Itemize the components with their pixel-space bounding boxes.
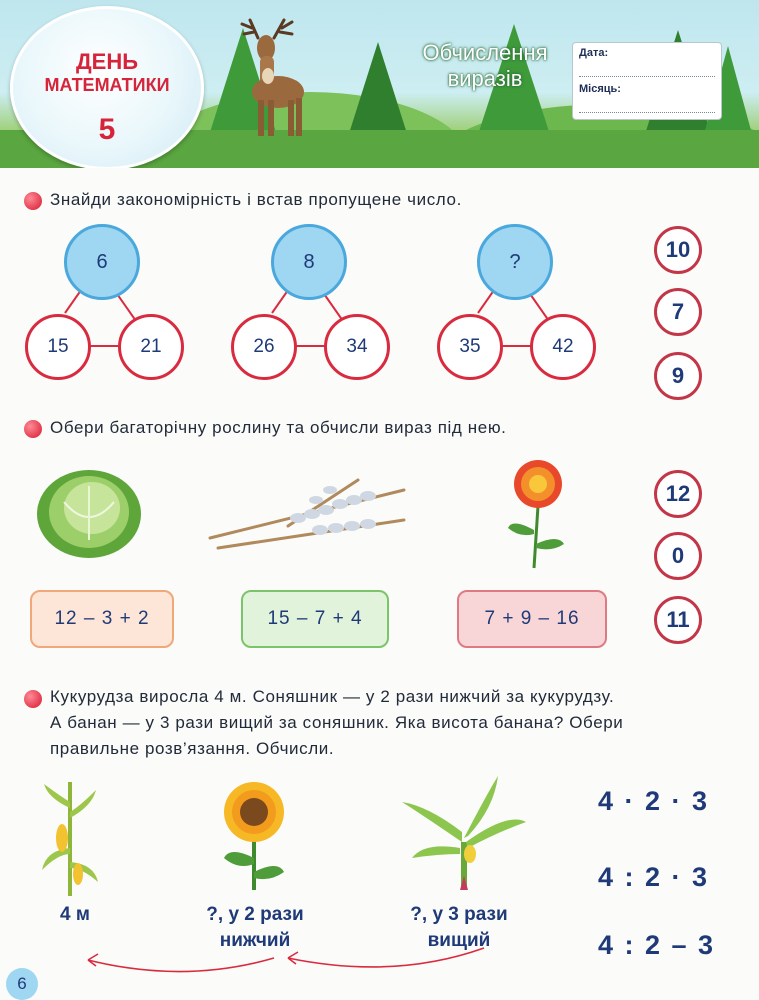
task1-answer-option[interactable]: 9 <box>654 352 702 400</box>
day-title-line1: ДЕНЬ <box>75 49 139 74</box>
triangle1-top: 6 <box>64 224 140 300</box>
month-label: Місяць: <box>579 83 621 95</box>
banana-label-line1: ?, у 3 рази <box>410 904 508 925</box>
date-label: Дата: <box>579 47 609 59</box>
task1-text: Знайди закономірність і встав пропущене число. <box>50 190 462 209</box>
triangle2-left: 26 <box>231 314 297 380</box>
task3-line2: А банан — у 3 рази вищий за соняшник. Яка висота банана? Обери <box>50 713 624 732</box>
task3-line3: правильне розв’язання. Обчисли. <box>50 739 335 758</box>
month-dotted-line <box>579 112 715 113</box>
task2-text: Обери багаторічну рослину та обчисли вираз під нею. <box>50 418 507 437</box>
willow-branch-icon[interactable] <box>208 470 408 556</box>
page-number: 6 <box>6 968 38 1000</box>
topic-title <box>400 40 570 92</box>
solution-option[interactable]: 4 : 2 · 3 <box>598 862 710 892</box>
sunflower-label-line1: ?, у 2 рази <box>206 904 304 925</box>
day-title-line2: МАТЕМАТИКИ <box>44 75 170 95</box>
date-box <box>572 42 722 120</box>
date-dotted-line <box>579 76 715 77</box>
task3-line1: Кукурудза виросла 4 м. Соняшник — у 2 рази нижчий за кукурудзу. <box>50 687 615 706</box>
task3-text <box>50 684 740 762</box>
task2-bullet <box>24 420 42 438</box>
solution-option[interactable]: 4 : 2 – 3 <box>598 930 716 960</box>
sunflower-icon <box>216 780 292 892</box>
triangle1-right: 21 <box>118 314 184 380</box>
task2-answer-option[interactable]: 12 <box>654 470 702 518</box>
task3-bullet <box>24 690 42 708</box>
triangle2-top: 8 <box>271 224 347 300</box>
deer-icon <box>232 16 310 142</box>
banana-label-line2: вищий <box>427 930 491 951</box>
sunflower-label-line2: нижчий <box>219 930 291 951</box>
marigold-icon[interactable] <box>502 458 574 570</box>
task2-answer-option[interactable]: 11 <box>654 596 702 644</box>
expression-box[interactable]: 15 – 7 + 4 <box>241 590 389 648</box>
triangle1-left: 15 <box>25 314 91 380</box>
topic-line2: виразів <box>447 66 523 91</box>
triangle3-top-missing[interactable]: ? <box>477 224 553 300</box>
triangle3-right: 42 <box>530 314 596 380</box>
topic-line1: Обчислення <box>422 40 548 65</box>
triangle3-left: 35 <box>437 314 503 380</box>
expression-box[interactable]: 7 + 9 – 16 <box>457 590 607 648</box>
task2-answer-option[interactable]: 0 <box>654 532 702 580</box>
task1-bullet <box>24 192 42 210</box>
day-number: 5 <box>98 113 116 146</box>
task1-answer-option[interactable]: 7 <box>654 288 702 336</box>
corn-height-label: 4 м <box>60 904 90 925</box>
expression-box[interactable]: 12 – 3 + 2 <box>30 590 174 648</box>
task1-answer-option[interactable]: 10 <box>654 226 702 274</box>
solution-option[interactable]: 4 · 2 · 3 <box>598 786 710 816</box>
banana-plant-icon <box>398 772 528 894</box>
triangle2-right: 34 <box>324 314 390 380</box>
date-field[interactable] <box>579 47 715 83</box>
arrow-icon <box>74 934 494 978</box>
page-header <box>0 0 759 168</box>
day-badge <box>10 6 204 168</box>
cabbage-icon[interactable] <box>34 462 144 560</box>
month-field[interactable] <box>579 83 715 119</box>
corn-icon <box>40 778 100 898</box>
